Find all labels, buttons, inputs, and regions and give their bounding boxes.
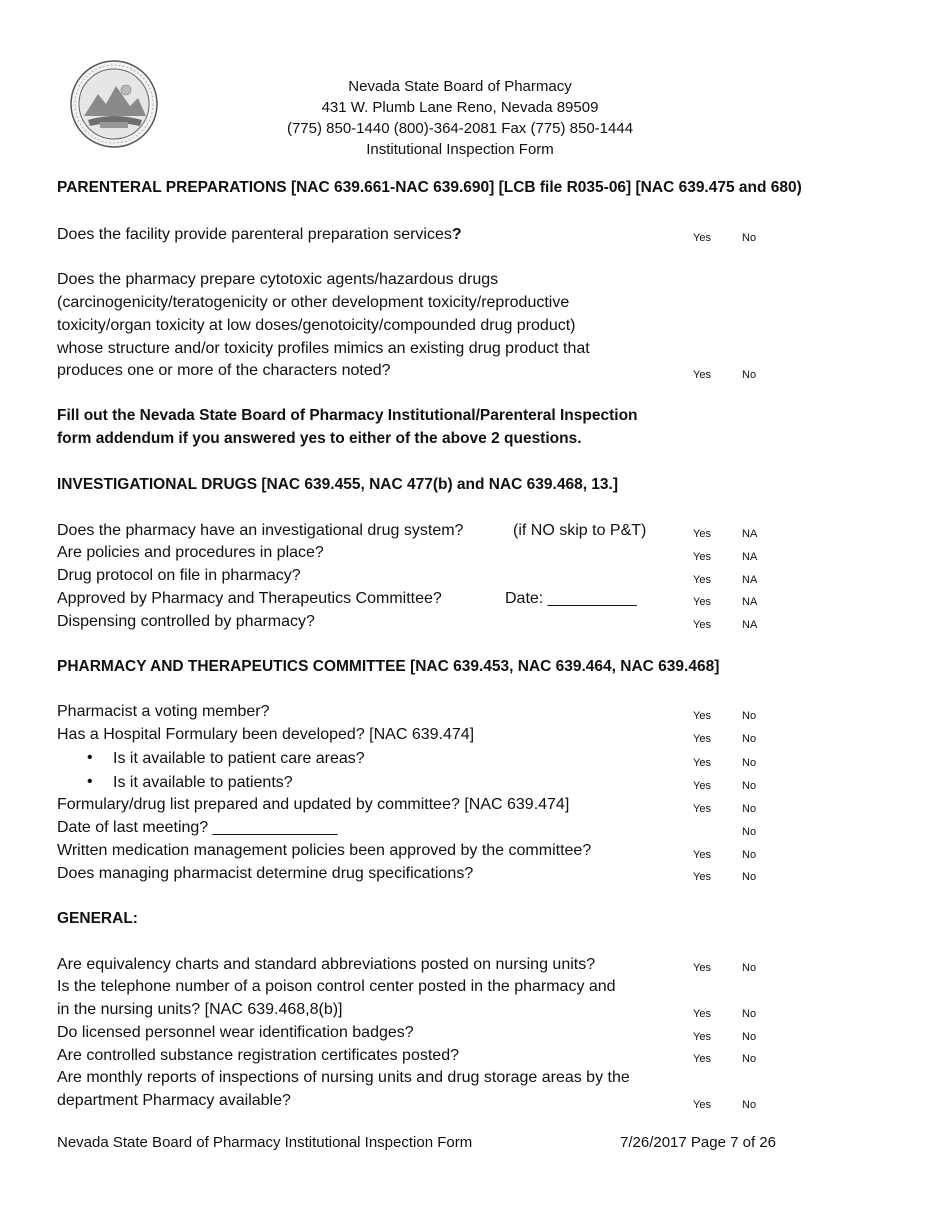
bullet-icon: • bbox=[87, 749, 93, 766]
answer-na[interactable]: NA bbox=[742, 574, 758, 586]
question-formulary: Has a Hospital Formulary been developed? [NAC 639.474] bbox=[57, 726, 475, 743]
answer-no[interactable]: No bbox=[742, 826, 757, 838]
form-title: Institutional Inspection Form bbox=[366, 141, 554, 158]
question-available-patients: Is it available to patients? bbox=[113, 774, 293, 791]
answer-yes[interactable]: Yes bbox=[693, 1099, 711, 1111]
answer-no[interactable]: No bbox=[742, 232, 757, 244]
answer-no[interactable]: No bbox=[742, 757, 757, 769]
question-line: whose structure and/or toxicity profiles mimics an existing drug product that bbox=[57, 340, 590, 357]
answer-no[interactable]: No bbox=[742, 1008, 757, 1020]
question-available-care-areas: Is it available to patient care areas? bbox=[113, 750, 365, 767]
answer-no[interactable]: No bbox=[742, 1099, 757, 1111]
answer-yes[interactable]: Yes bbox=[693, 369, 711, 381]
answer-no[interactable]: No bbox=[742, 962, 757, 974]
answer-na[interactable]: NA bbox=[742, 528, 758, 540]
answer-yes[interactable]: Yes bbox=[693, 849, 711, 861]
answer-no[interactable]: No bbox=[742, 1031, 757, 1043]
question-policies: Are policies and procedures in place? bbox=[57, 544, 324, 561]
question-line: produces one or more of the characters noted? bbox=[57, 362, 391, 379]
question-registration-certificates: Are controlled substance registration certificates posted? bbox=[57, 1047, 459, 1064]
answer-yes[interactable]: Yes bbox=[693, 1008, 711, 1020]
answer-yes[interactable]: Yes bbox=[693, 757, 711, 769]
addendum-note: Fill out the Nevada State Board of Pharmacy Institutional/Parenteral Inspection bbox=[57, 407, 638, 424]
skip-instruction: (if NO skip to P&T) bbox=[513, 522, 647, 539]
answer-no[interactable]: No bbox=[742, 369, 757, 381]
question-approved: Approved by Pharmacy and Therapeutics Committee? bbox=[57, 590, 442, 607]
footer-form-title: Nevada State Board of Pharmacy Institutional Inspection Form bbox=[57, 1134, 473, 1151]
question-mark: ? bbox=[451, 226, 462, 243]
state-seal-icon bbox=[70, 60, 158, 148]
answer-no[interactable]: No bbox=[742, 803, 757, 815]
addendum-note: form addendum if you answered yes to either of the above 2 questions. bbox=[57, 430, 582, 447]
answer-yes[interactable]: Yes bbox=[693, 528, 711, 540]
question-poison-control: Is the telephone number of a poison control center posted in the pharmacy and bbox=[57, 978, 616, 995]
question-drug-specifications: Does managing pharmacist determine drug specifications? bbox=[57, 865, 474, 882]
answer-yes[interactable]: Yes bbox=[693, 962, 711, 974]
question-line: (carcinogenicity/teratogenicity or other development toxicity/reproductive bbox=[57, 294, 570, 311]
answer-na[interactable]: NA bbox=[742, 551, 758, 563]
bullet-icon: • bbox=[87, 773, 93, 790]
question-voting-member: Pharmacist a voting member? bbox=[57, 703, 270, 720]
answer-no[interactable]: No bbox=[742, 733, 757, 745]
org-phone: (775) 850-1440 (800)-364-2081 Fax (775) 850-1444 bbox=[286, 120, 634, 137]
answer-yes[interactable]: Yes bbox=[693, 710, 711, 722]
answer-yes[interactable]: Yes bbox=[693, 733, 711, 745]
question-equivalency-charts: Are equivalency charts and standard abbreviations posted on nursing units? bbox=[57, 956, 596, 973]
answer-yes[interactable]: Yes bbox=[693, 803, 711, 815]
section-heading-parenteral: PARENTERAL PREPARATIONS [NAC 639.661-NAC 639.690] [LCB file R035-06] [NAC 639.475 and 680) bbox=[57, 179, 802, 196]
question-poison-control-cont: in the nursing units? [NAC 639.468,8(b)] bbox=[57, 1001, 343, 1018]
answer-no[interactable]: No bbox=[742, 780, 757, 792]
question-drug-list: Formulary/drug list prepared and updated by committee? [NAC 639.474] bbox=[57, 796, 570, 813]
answer-no[interactable]: No bbox=[742, 1053, 757, 1065]
date-field[interactable]: Date: __________ bbox=[505, 590, 637, 607]
answer-yes[interactable]: Yes bbox=[693, 619, 711, 631]
org-name: Nevada State Board of Pharmacy bbox=[348, 78, 572, 95]
answer-yes[interactable]: Yes bbox=[693, 780, 711, 792]
section-heading-pt-committee: PHARMACY AND THERAPEUTICS COMMITTEE [NAC 639.453, NAC 639.464, NAC 639.468] bbox=[57, 658, 720, 675]
question-monthly-reports: Are monthly reports of inspections of nursing units and drug storage areas by the bbox=[57, 1069, 630, 1086]
question-parenteral-services bbox=[57, 226, 462, 244]
footer-date-page: 7/26/2017 Page 7 of 26 bbox=[620, 1134, 776, 1151]
question-line: toxicity/organ toxicity at low doses/genotoicity/compounded drug product) bbox=[57, 317, 576, 334]
question-investigational-system: Does the pharmacy have an investigational drug system? bbox=[57, 522, 464, 539]
answer-yes[interactable]: Yes bbox=[693, 596, 711, 608]
letterhead bbox=[240, 76, 680, 160]
answer-no[interactable]: No bbox=[742, 710, 757, 722]
answer-yes[interactable]: Yes bbox=[693, 1031, 711, 1043]
answer-yes[interactable]: Yes bbox=[693, 1053, 711, 1065]
question-policies-approved: Written medication management policies been approved by the committee? bbox=[57, 842, 592, 859]
answer-yes[interactable]: Yes bbox=[693, 232, 711, 244]
question-line: Does the pharmacy prepare cytotoxic agents/hazardous drugs bbox=[57, 271, 499, 288]
answer-yes[interactable]: Yes bbox=[693, 551, 711, 563]
answer-na[interactable]: NA bbox=[742, 596, 758, 608]
section-heading-investigational: INVESTIGATIONAL DRUGS [NAC 639.455, NAC 477(b) and NAC 639.468, 13.] bbox=[57, 476, 619, 493]
answer-no[interactable]: No bbox=[742, 849, 757, 861]
answer-yes[interactable]: Yes bbox=[693, 574, 711, 586]
answer-no[interactable]: No bbox=[742, 871, 757, 883]
org-address: 431 W. Plumb Lane Reno, Nevada 89509 bbox=[321, 99, 599, 116]
question-text: Does the facility provide parenteral preparation services bbox=[57, 226, 452, 243]
answer-na[interactable]: NA bbox=[742, 619, 758, 631]
question-protocol: Drug protocol on file in pharmacy? bbox=[57, 567, 301, 584]
question-dispensing: Dispensing controlled by pharmacy? bbox=[57, 613, 315, 630]
section-heading-general: GENERAL: bbox=[57, 910, 138, 927]
question-monthly-reports-cont: department Pharmacy available? bbox=[57, 1092, 291, 1109]
question-id-badges: Do licensed personnel wear identification badges? bbox=[57, 1024, 414, 1041]
question-last-meeting: Date of last meeting? ______________ bbox=[57, 819, 338, 836]
answer-yes[interactable]: Yes bbox=[693, 871, 711, 883]
